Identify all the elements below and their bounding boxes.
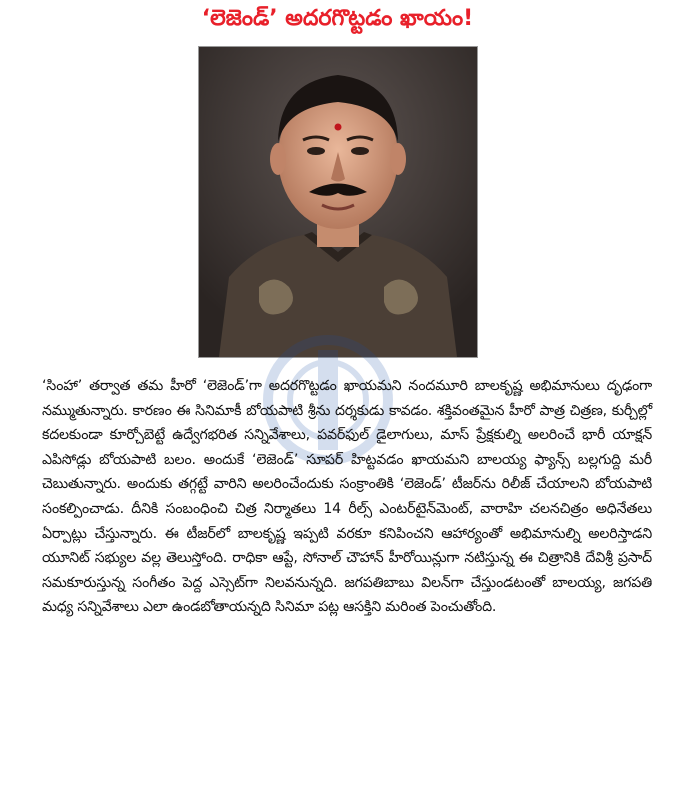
headline: ‘లెజెండ్’ అదరగొట్టడం ఖాయం! <box>201 6 474 31</box>
portrait-photo-icon <box>199 47 477 357</box>
article-body: ‘సింహా’ తర్వాత తమ హీరో ‘లెజెండ్’గా అదరగొట్టడం ఖాయమని నందమూరి బాలకృష్ణ అభిమానులు దృఢంగా నమ్ముతున్నారు. కారణం ఈ సినిమాకీ బోయపాటి శ్రీను దర్శకుడు కావడం. శక్తివంతమైన హీరో పాత్ర చిత్రణ, కుర్చీల్లో కదలకుండా కూర్చోబెట్టే ఉద్వేగభరిత సన్నివేశాలు, పవర్‌ఫుల్ డైలాగులు, మాస్ ప్రేక్షకుల్ని అలరించే భారీ యాక్షన్ ఎపిసోడ్లు బోయపాటి బలం. అందుకే ‘లెజెండ్’ సూపర్ హిట్టవడం ఖాయమని బాలయ్య ఫ్యాన్స్ బల్లగుద్ది మరీ చెబుతున్నారు. అందుకు తగ్గట్టే వారిని అలరించేందుకు సంక్రాంతికి ‘లెజెండ్’ టీజర్‌ను రిలీజ్ చేయాలని బోయపాటి సంకల్పించాడు. దీనికి సంబంధించి చిత్ర నిర్మాతలు 14 రీల్స్ ఎంటర్‌టైన్‌మెంట్, వారాహి చలనచిత్రం అధినేతలు ఏర్పాట్లు చేస్తున్నారు. ఈ టీజర్‌లో బాలకృష్ణ ఇప్పటి వరకూ కనిపించని ఆహార్యంతో అభిమానుల్ని అలరిస్తాడని యూనిట్ సభ్యుల వల్ల తెలుస్తోంది. రాధికా ఆప్టే, సోనాల్ చౌహాన్ హీరోయిన్లుగా నటిస్తున్న ఈ చిత్రానికి దేవిశ్రీ ప్రసాద్ సమకూరుస్తున్న సంగీతం పెద్ద ఎస్సెట్‌గా నిలవనున్నది. జగపతిబాబు విలన్‌గా చేస్తుండటంతో బాలయ్య, జగపతి మధ్య సన్నివేశాలు ఎలా ఉండబోతాయన్నది సినిమా పట్ల ఆసక్తిని మరింత పెంచుతోంది. <box>42 378 652 616</box>
portrait-photo <box>198 46 478 358</box>
